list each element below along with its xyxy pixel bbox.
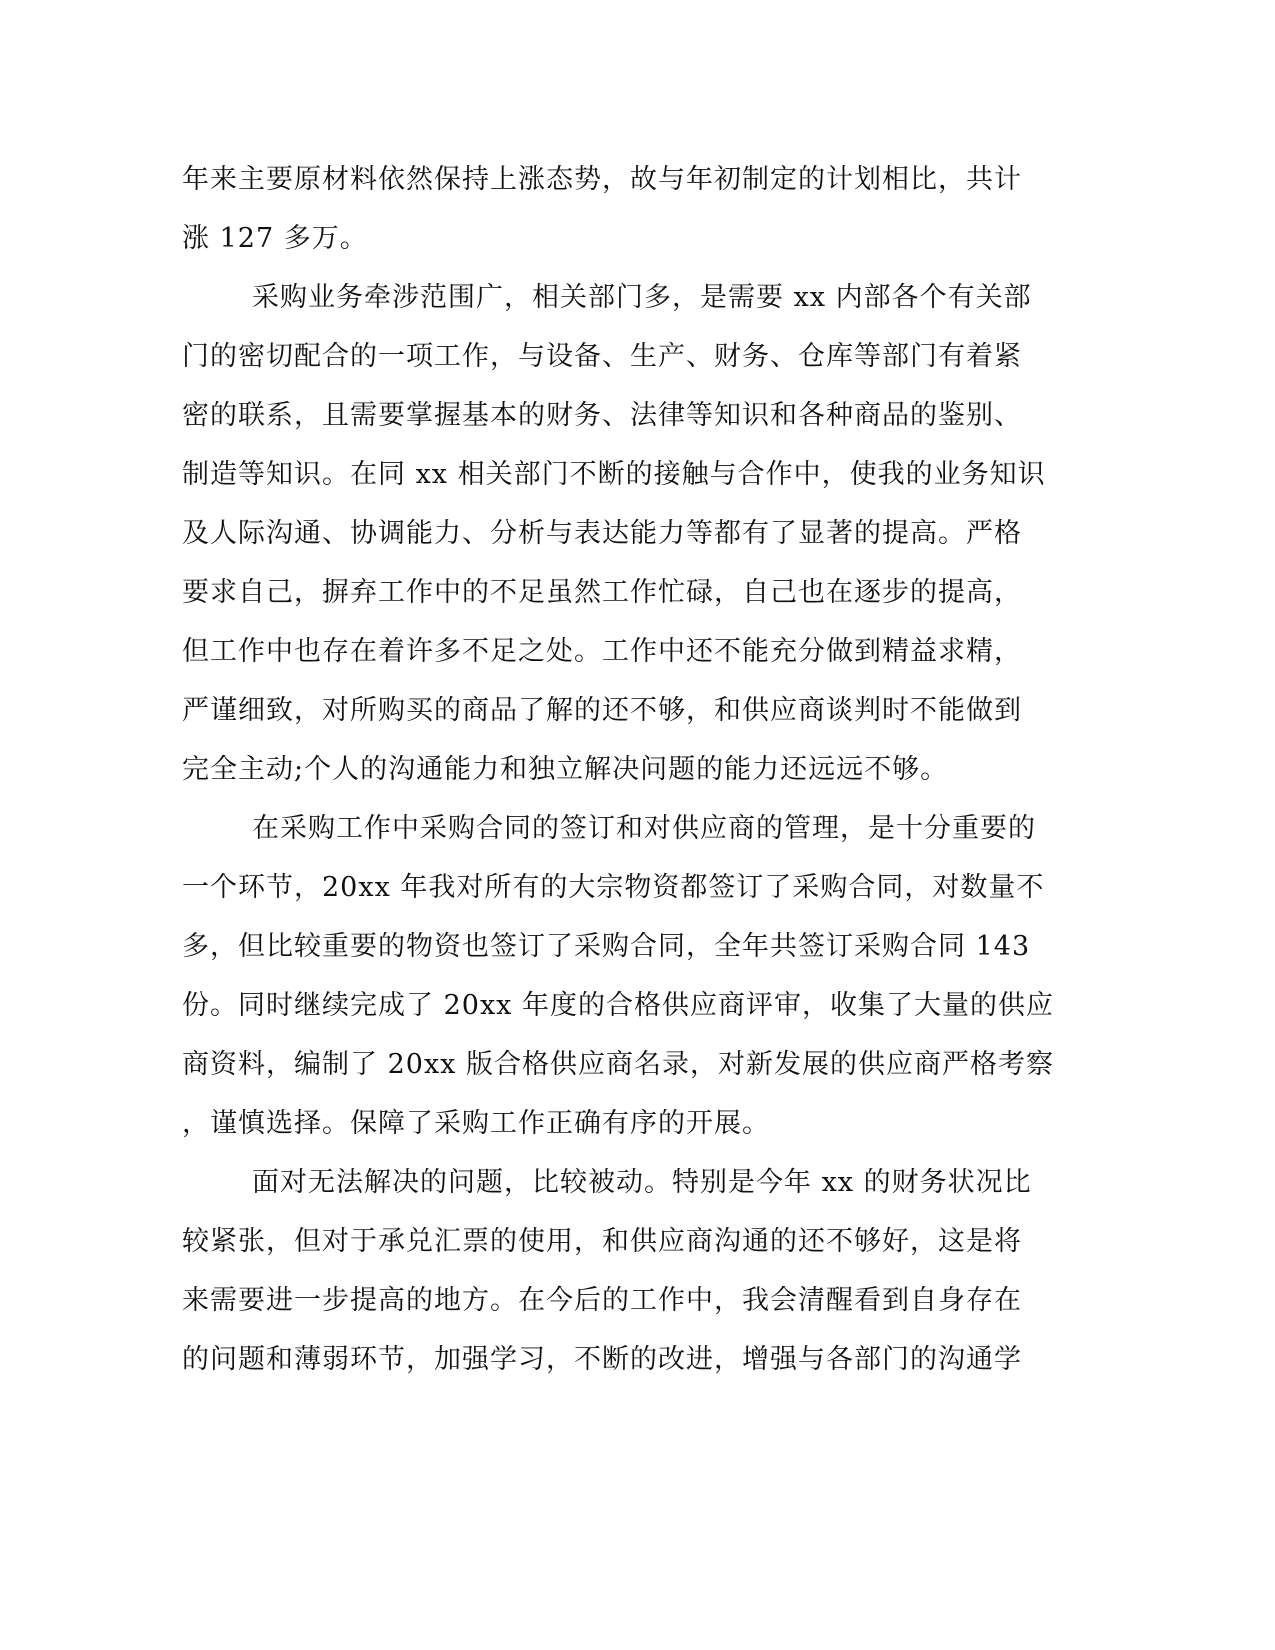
text-line: 门的密切配合的一项工作，与设备、生产、财务、仓库等部门有着紧 xyxy=(182,341,1022,372)
text-line: 完全主动;个人的沟通能力和独立解决问题的能力还远远不够。 xyxy=(182,754,949,785)
paragraph-first-line: 采购业务牵涉范围广，相关部门多，是需要 xx 内部各个有关部 xyxy=(252,282,1032,313)
paragraph-first-line: 面对无法解决的问题，比较被动。特别是今年 xx 的财务状况比 xyxy=(252,1167,1032,1198)
text-line: 较紧张，但对于承兑汇票的使用，和供应商沟通的还不够好，这是将 xyxy=(182,1226,1022,1257)
text-line: 制造等知识。在同 xx 相关部门不断的接触与合作中，使我的业务知识 xyxy=(182,459,1046,490)
text-line: 多，但比较重要的物资也签订了采购合同，全年共签订采购合同 143 xyxy=(182,931,1031,962)
text-line: 一个环节，20xx 年我对所有的大宗物资都签订了采购合同，对数量不 xyxy=(182,872,1045,903)
text-line: 份。同时继续完成了 20xx 年度的合格供应商评审，收集了大量的供应 xyxy=(182,990,1054,1021)
text-line: 密的联系，且需要掌握基本的财务、法律等知识和各种商品的鉴别、 xyxy=(182,400,1022,431)
text-line: 年来主要原材料依然保持上涨态势，故与年初制定的计划相比，共计 xyxy=(182,164,1022,195)
text-line: 涨 127 多万。 xyxy=(182,223,368,254)
text-line: 严谨细致，对所购买的商品了解的还不够，和供应商谈判时不能做到 xyxy=(182,695,1022,726)
text-line: 的问题和薄弱环节，加强学习，不断的改进，增强与各部门的沟通学 xyxy=(182,1344,1022,1375)
text-line: 但工作中也存在着许多不足之处。工作中还不能充分做到精益求精， xyxy=(182,636,1022,667)
paragraph-first-line: 在采购工作中采购合同的签订和对供应商的管理，是十分重要的 xyxy=(252,813,1036,844)
text-line: 商资料，编制了 20xx 版合格供应商名录，对新发展的供应商严格考察 xyxy=(182,1049,1054,1080)
text-line: 要求自己，摒弃工作中的不足虽然工作忙碌，自己也在逐步的提高， xyxy=(182,577,1022,608)
text-line: 及人际沟通、协调能力、分析与表达能力等都有了显著的提高。严格 xyxy=(182,518,1022,549)
text-line: 来需要进一步提高的地方。在今后的工作中，我会清醒看到自身存在 xyxy=(182,1285,1022,1316)
text-line: ，谨慎选择。保障了采购工作正确有序的开展。 xyxy=(182,1108,770,1139)
